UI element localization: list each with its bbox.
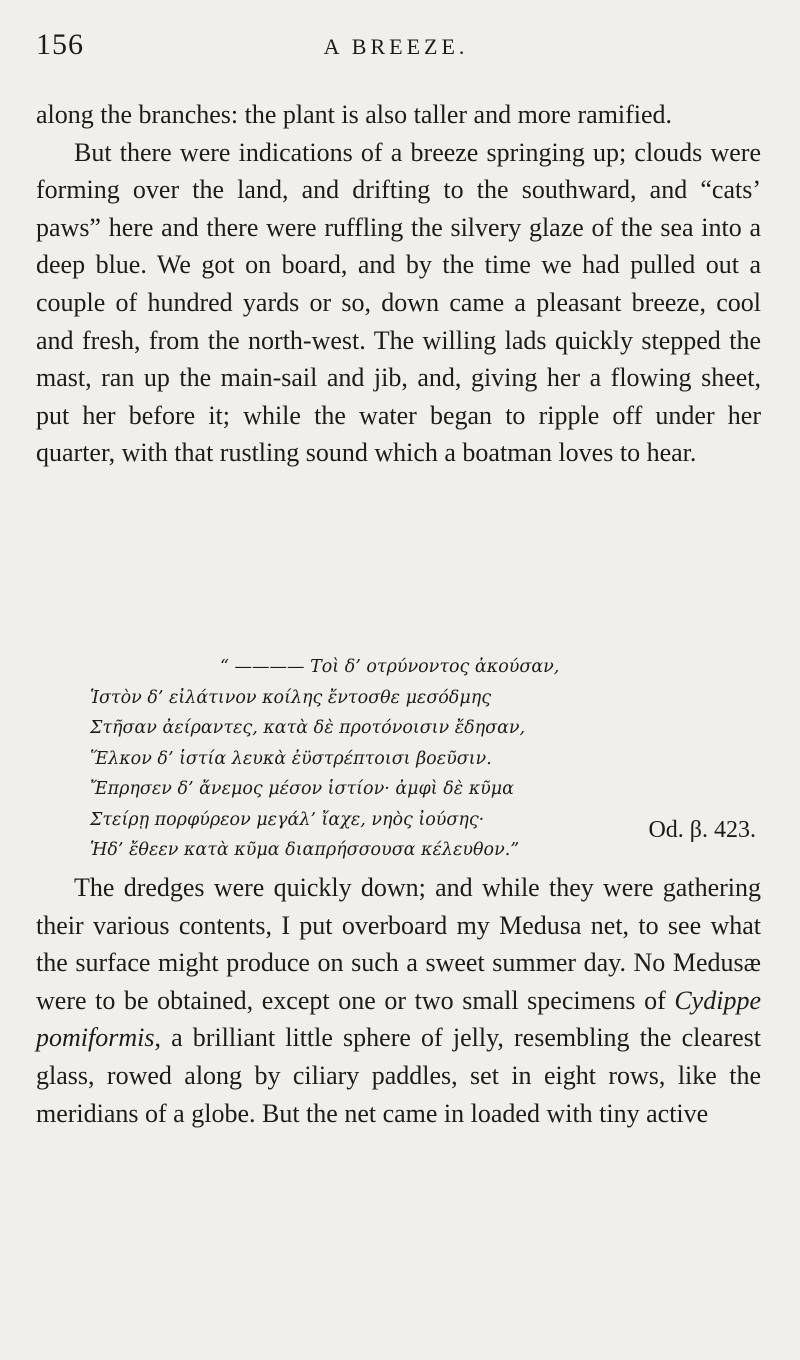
- quote-line: Στῆσαν ἀείραντες, κατὰ δὲ προτόνοισιν ἔδησαν,: [90, 718, 526, 738]
- body-text-continued: [36, 869, 761, 1132]
- dredges-text-end: , a brilliant little sphere of jelly, resembling the clearest glass, rowed along by ciliary paddles, set in eight rows, like the meridians of a globe. But the net came in loaded with tiny active: [36, 1023, 761, 1128]
- quote-line: Ἱστὸν δ’ εἰλάτινον κοίλης ἔντοσθε μεσόδμης: [90, 687, 492, 708]
- dredges-text-start: The dredges were quickly down; and while they were gathering their various contents, I put overboard my Medusa net, to see what the surface might produce on such a sweet summer day. No Medusæ were to be obtained, except one or two small specimens of: [36, 873, 761, 1015]
- page-number: 156: [36, 28, 84, 61]
- quote-line: Ἕλκον δ’ ἱστία λευκὰ ἐϋστρέπτοισι βοεῦσιν.: [90, 748, 492, 769]
- running-head: [36, 28, 756, 68]
- species-name: Cydippe pomiformis: [36, 985, 761, 1053]
- paragraph-continued: along the branches: the plant is also taller and more ramified.: [36, 100, 673, 129]
- quote-line: Ἔπρησεν δ’ ἄνεμος μέσον ἱστίον· ἀμφὶ δὲ κῦμα: [90, 779, 514, 799]
- paragraph-dredges: [36, 869, 761, 1132]
- paragraph-breeze: But there were indications of a breeze springing up; clouds were forming over the land, and drifting to the southward, and “cats’ paws” here and there were ruffling the silvery glaze of the sea into a deep blue. We got on board, and by the time we had pulled out a couple of hundred yards or so, down came a pleasant breeze, cool and fresh, from the north-west. The willing lads quickly stepped the mast, ran up the main-sail and jib, and, giving her a flowing sheet, put her before it; while the water began to ripple off under her quarter, with that rustling sound which a boatman loves to hear.: [36, 137, 761, 468]
- running-title: A BREEZE.: [323, 34, 469, 59]
- body-text: [36, 96, 761, 472]
- quote-line: Ἡδ’ ἔθεεν κατὰ κῦμα διαπρήσσουσα κέλευθον.”: [90, 840, 520, 860]
- quote-line: “ ———— Τοὶ δ’ οτρύνοντος ἀκούσαν,: [220, 657, 560, 677]
- quote-line: Στείρῃ πορφύρεον μεγάλ’ ἴαχε, νηὸς ἰούσης·: [90, 809, 485, 830]
- quote-citation: Od. β. 423.: [648, 817, 756, 843]
